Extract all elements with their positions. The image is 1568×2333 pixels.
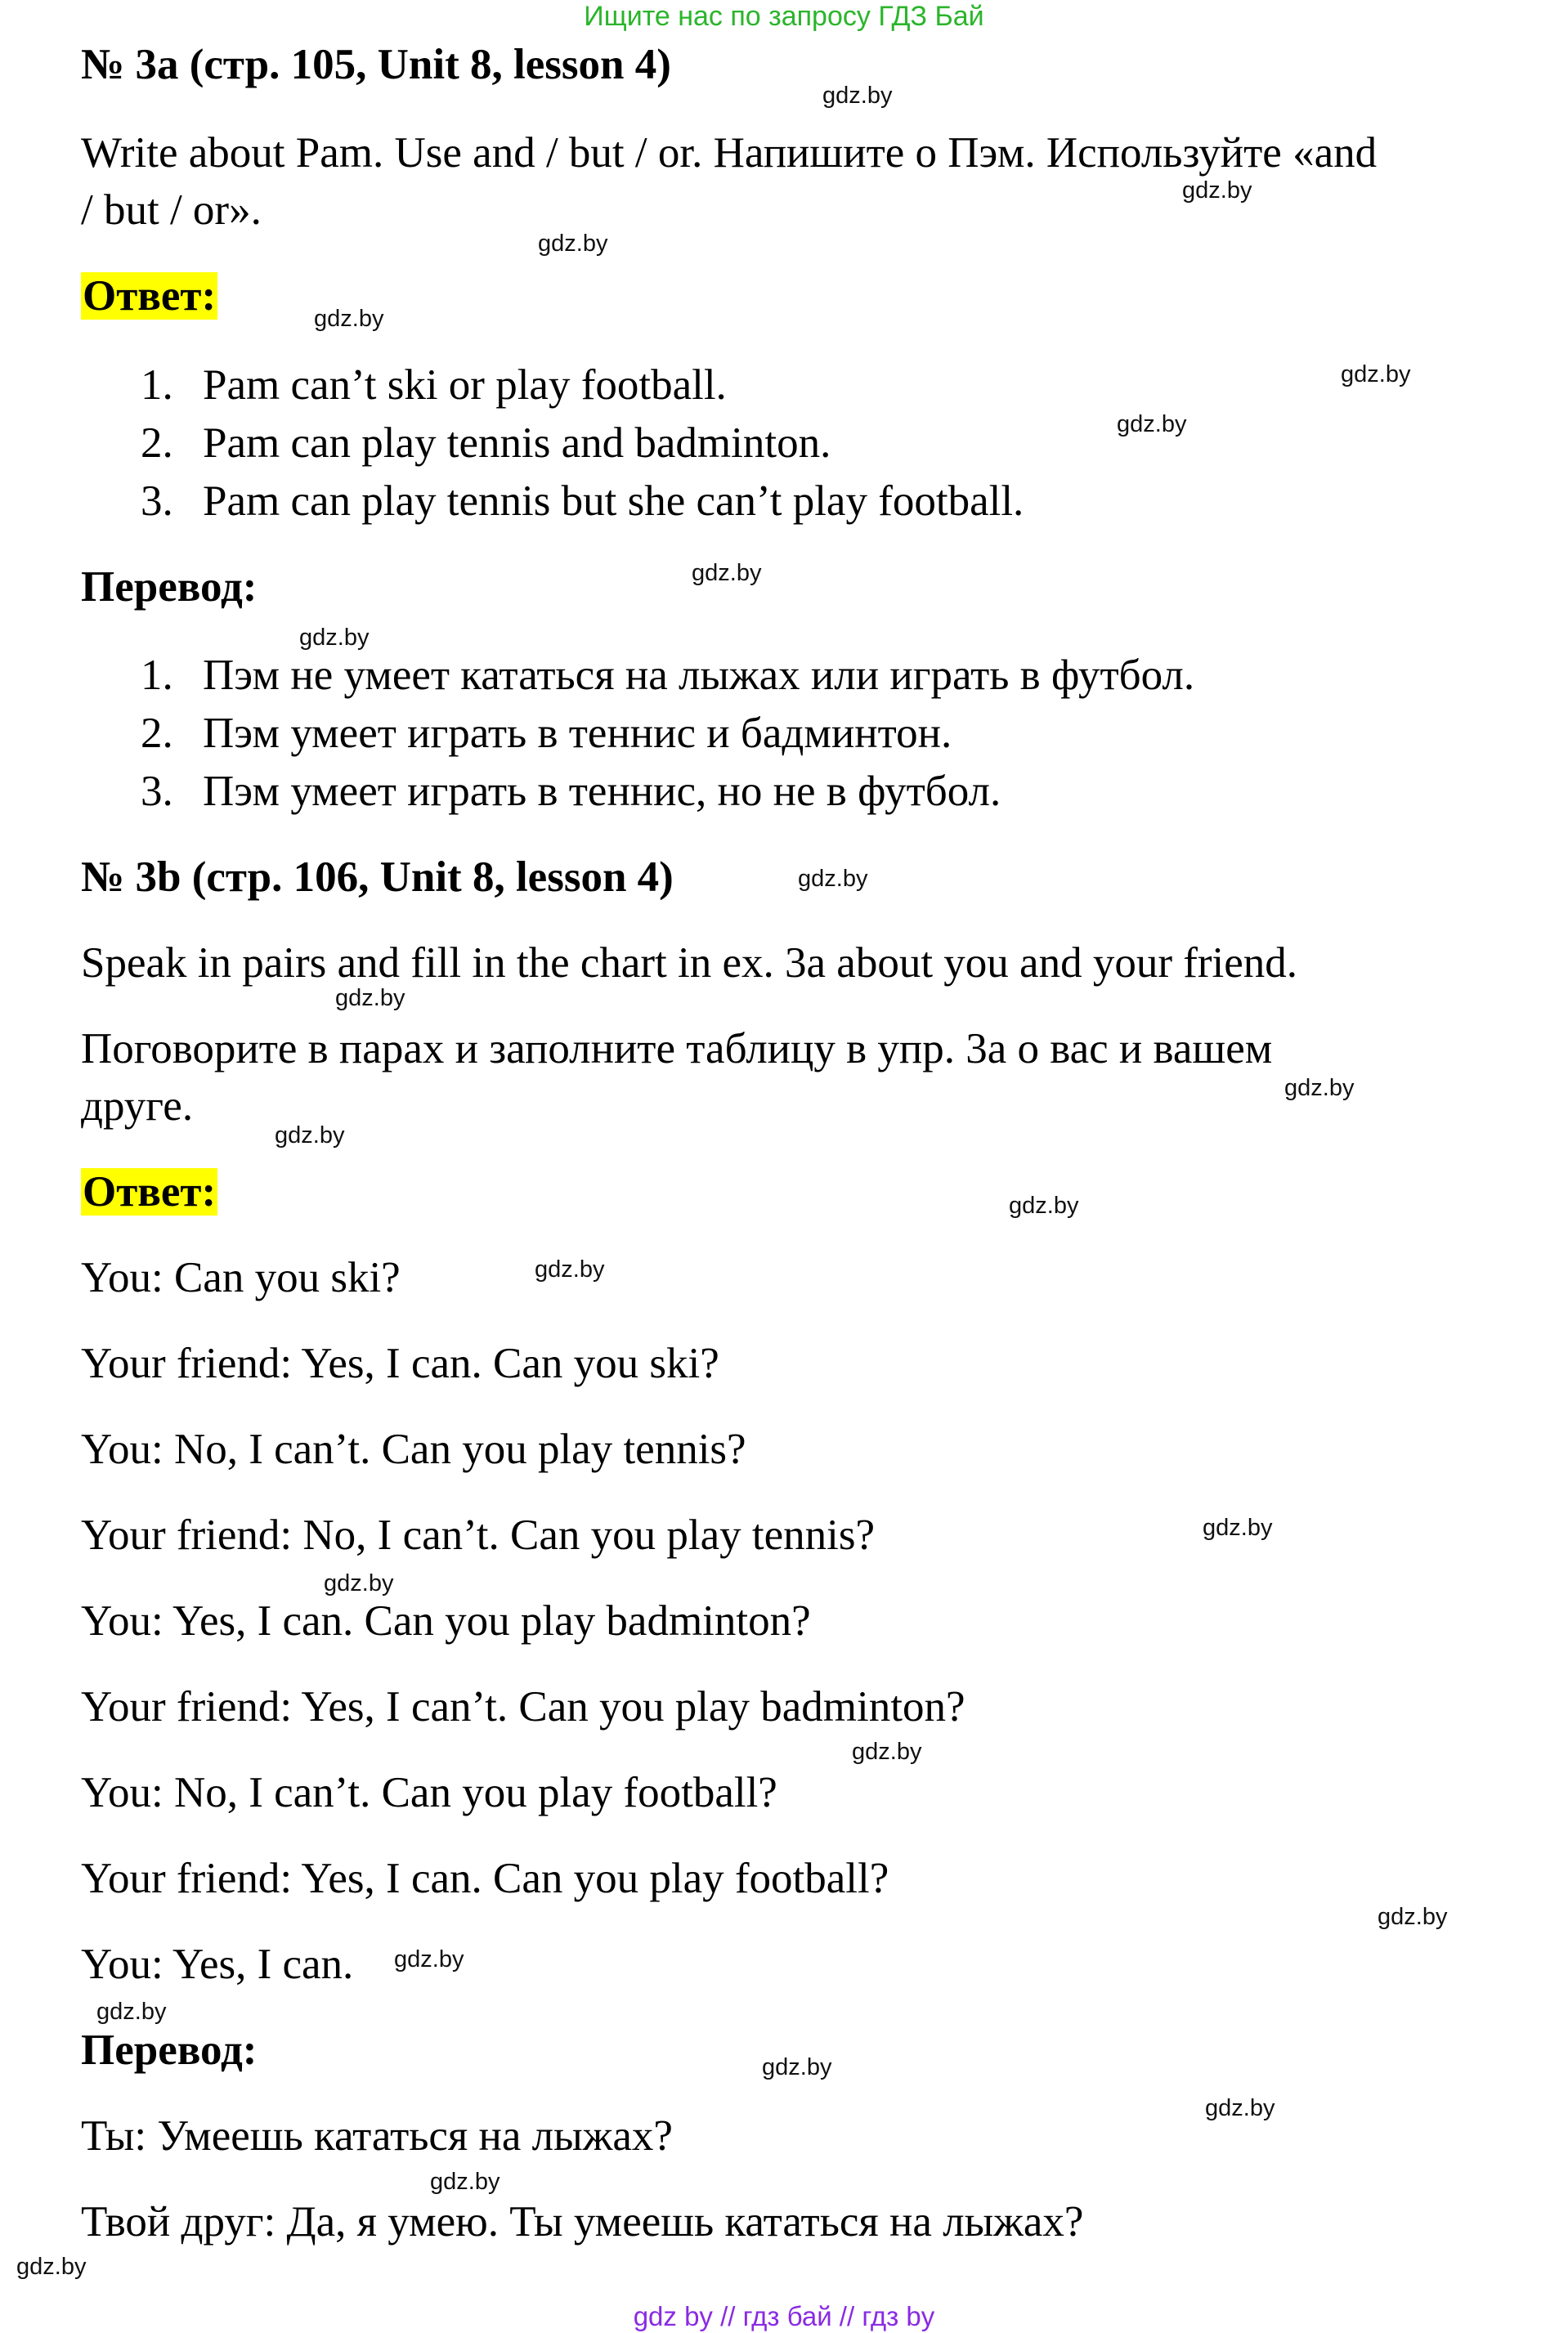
dialogue-line: Your friend: Yes, I can’t. Can you play badminton? [81,1683,965,1731]
ex3a-task-line2: / but / or». [81,186,262,234]
watermark: gdz.by [96,1999,167,2025]
ex3a-answer-item [141,358,727,412]
list-text: Pam can play tennis but she can’t play football. [203,477,1024,525]
watermark: gdz.by [762,2054,832,2080]
watermark: gdz.by [299,625,370,651]
dialogue-line: You: Yes, I can. Can you play badminton? [81,1597,811,1645]
list-text: Пэм не умеет кататься на лыжах или играть в футбол. [203,652,1195,699]
list-number: 3. [141,477,173,525]
list-number: 1. [141,361,173,409]
ex3a-answer-item [141,474,1024,528]
dialogue-line: You: No, I can’t. Can you play tennis? [81,1426,746,1473]
ex3a-translation-item [141,764,1001,818]
ex3a-translation-label: Перевод: [81,563,258,611]
list-text: Пэм умеет играть в теннис, но не в футбол. [203,768,1001,815]
watermark: gdz.by [822,83,893,109]
watermark: gdz.by [1203,1515,1273,1541]
answer-highlight: Ответ: [83,1168,217,1216]
list-number: 2. [141,419,173,467]
ex3a-translation-item [141,706,952,760]
watermark: gdz.by [1378,1904,1448,1930]
watermark: gdz.by [430,2169,500,2195]
list-text: Pam can’t ski or play football. [203,361,727,409]
list-text: Пэм умеет играть в теннис и бадминтон. [203,710,952,757]
translation-dialogue-line: Ты: Умеешь кататься на лыжах? [81,2112,673,2160]
watermark: gdz.by [324,1570,394,1596]
ex3b-task-ru-line2: друге. [81,1082,194,1130]
watermark: gdz.by [1284,1075,1355,1101]
ex3b-task-ru-line1: Поговорите в парах и заполните таблицу в упр. 3а о вас и вашем [81,1025,1273,1072]
watermark: gdz.by [1182,177,1252,204]
ex3a-answer-label [81,269,217,323]
dialogue-line: Your friend: No, I can’t. Can you play tennis? [81,1511,876,1559]
dialogue-line: Your friend: Yes, I can. Can you ski? [81,1340,719,1387]
list-text: Pam can play tennis and badminton. [203,419,831,467]
dialogue-line: You: Can you ski? [81,1254,401,1301]
list-number: 3. [141,768,173,815]
ex3b-task-en: Speak in pairs and fill in the chart in ex. 3a about you and your friend. [81,939,1298,987]
watermark: gdz.by [1117,411,1187,437]
answer-highlight: Ответ: [83,272,217,320]
dialogue-line: You: No, I can’t. Can you play football? [81,1769,777,1816]
watermark: gdz.by [692,560,762,586]
ex3b-answer-label [81,1165,217,1219]
ex3a-task-line1: Write about Pam. Use and / but / or. Напишите о Пэм. Используйте «and [81,129,1378,177]
watermark: gdz.by [798,866,868,892]
watermark: gdz.by [335,985,405,1011]
dialogue-line: You: Yes, I can. [81,1941,354,1988]
ex3b-title: № 3b (стр. 106, Unit 8, lesson 4) [81,853,674,901]
watermark: gdz.by [852,1739,922,1765]
bottom-banner: gdz by // гдз бай // гдз by [633,2301,935,2331]
watermark: gdz.by [16,2254,87,2280]
watermark: gdz.by [314,306,384,332]
watermark: gdz.by [1341,361,1411,387]
dialogue-line: Your friend: Yes, I can. Can you play football? [81,1855,889,1902]
ex3a-title: № 3a (стр. 105, Unit 8, lesson 4) [81,41,671,88]
watermark: gdz.by [538,231,608,257]
list-number: 2. [141,710,173,757]
watermark: gdz.by [1205,2095,1275,2121]
watermark: gdz.by [394,1946,464,1973]
ex3b-translation-label: Перевод: [81,2026,258,2074]
watermark: gdz.by [275,1122,345,1149]
ex3a-translation-item [141,648,1194,702]
list-number: 1. [141,652,173,699]
top-banner: Ищите нас по запросу ГДЗ Бай [584,1,984,32]
ex3a-answer-item [141,416,831,470]
watermark: gdz.by [1009,1193,1079,1219]
watermark: gdz.by [535,1256,605,1283]
translation-dialogue-line: Твой друг: Да, я умею. Ты умеешь кататься на лыжах? [81,2198,1084,2246]
